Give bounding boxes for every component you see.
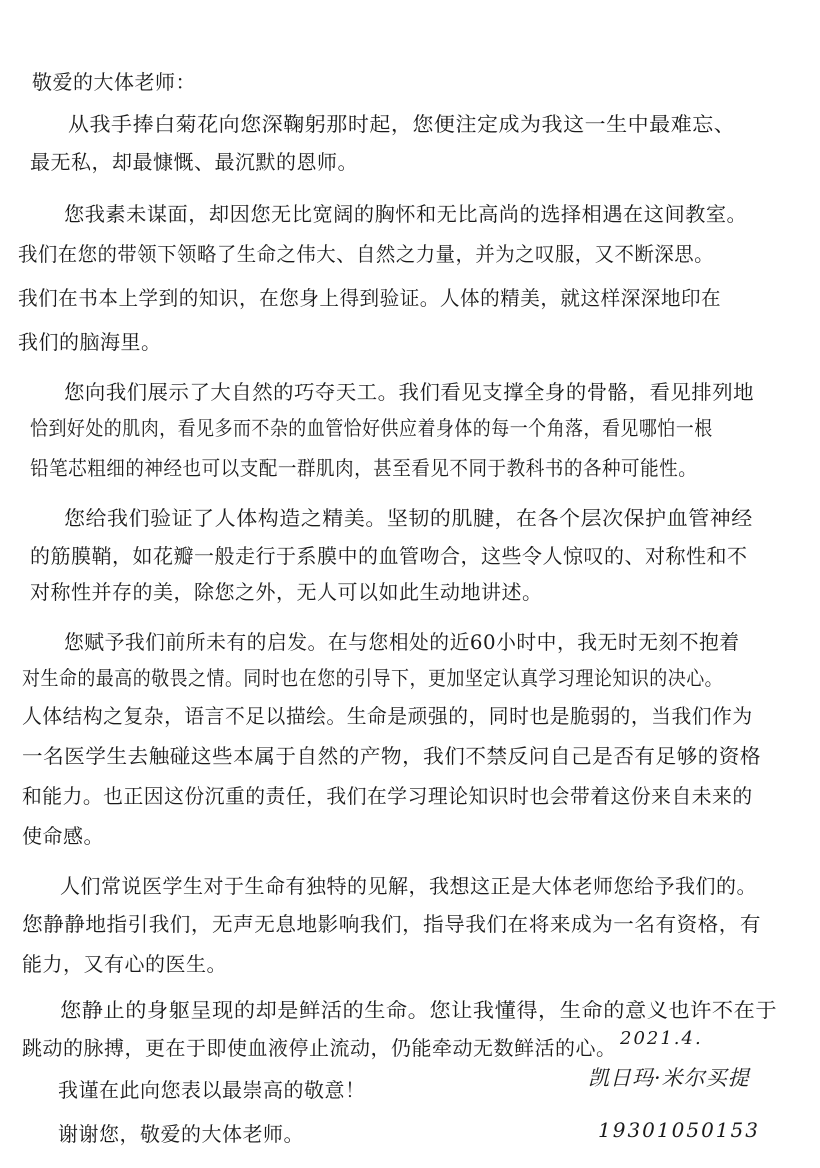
signature-name: 凯日玛·米尔买提: [588, 1066, 750, 1090]
letter-line-14: 对生命的最高的敬畏之情。同时也在您的引导下，更加坚定认真学习理论知识的决心。: [22, 666, 724, 690]
letter-line-19: 人们常说医学生对于生命有独特的见解，我想这正是大体老师您给予我们的。: [60, 874, 757, 898]
letter-line-10: 您给我们验证了人体构造之精美。坚韧的肌腱，在各个层次保护血管神经: [64, 506, 753, 530]
salutation: 敬爱的大体老师：: [32, 70, 196, 94]
letter-line-2: 最无私，却最慷慨、最沉默的恩师。: [30, 150, 358, 174]
letter-line-11: 的筋膜鞘，如花瓣一般走行于系膜中的血管吻合，这些令人惊叹的、对称性和不: [30, 544, 748, 568]
letter-line-5: 我们在书本上学到的知识，在您身上得到验证。人体的精美，就这样深深地印在: [18, 286, 722, 310]
letter-line-13: 您赋予我们前所未有的启发。在与您相处的近60小时中，我无时无刻不抱着: [64, 630, 740, 654]
letter-line-18: 使命感。: [22, 824, 104, 848]
letter-line-23: 跳动的脉搏，更在于即使血液停止流动，仍能牵动无数鲜活的心。: [22, 1036, 617, 1060]
signature-date: 2021.4.: [620, 1028, 703, 1049]
letter-line-16: 一名医学生去触碰这些本属于自然的产物，我们不禁反问自己是否有足够的资格: [22, 744, 762, 768]
student-id: 19301050153: [598, 1118, 760, 1142]
letter-line-9: 铅笔芯粗细的神经也可以支配一群肌肉，甚至看见不同于教科书的各种可能性。: [30, 456, 698, 480]
letter-line-6: 我们的脑海里。: [18, 330, 162, 354]
letter-line-20: 您静静地指引我们，无声无息地影响我们，指导我们在将来成为一名有资格，有: [22, 912, 762, 936]
letter-line-1: 从我手捧白菊花向您深鞠躬那时起，您便注定成为我这一生中最难忘、: [68, 112, 736, 136]
letter-line-24: 我谨在此向您表以最崇高的敬意！: [58, 1078, 366, 1102]
letter-line-17: 和能力。也正因这份沉重的责任，我们在学习理论知识时也会带着这份来自未来的: [22, 784, 753, 808]
letter-line-15: 人体结构之复杂，语言不足以描绘。生命是顽强的，同时也是脆弱的，当我们作为: [22, 704, 753, 728]
letter-line-12: 对称性并存的美，除您之外，无人可以如此生动地讲述。: [30, 580, 543, 604]
letter-line-4: 我们在您的带领下领略了生命之伟大、自然之力量，并为之叹服，又不断深思。: [18, 242, 714, 266]
letter-line-7: 您向我们展示了大自然的巧夺天工。我们看见支撑全身的骨骼，看见排列地: [64, 380, 755, 404]
letter-line-25: 谢谢您，敬爱的大体老师。: [58, 1122, 304, 1146]
letter-line-21: 能力，又有心的医生。: [22, 952, 227, 976]
letter-line-8: 恰到好处的肌肉，看见多而不杂的血管恰好供应着身体的每一个角落，看见哪怕一根: [30, 416, 713, 440]
letter-line-22: 您静止的身躯呈现的却是鲜活的生命。您让我懂得，生命的意义也许不在于: [60, 998, 778, 1022]
letter-line-3: 您我素未谋面，却因您无比宽阔的胸怀和无比高尚的选择相遇在这间教室。: [64, 202, 748, 226]
